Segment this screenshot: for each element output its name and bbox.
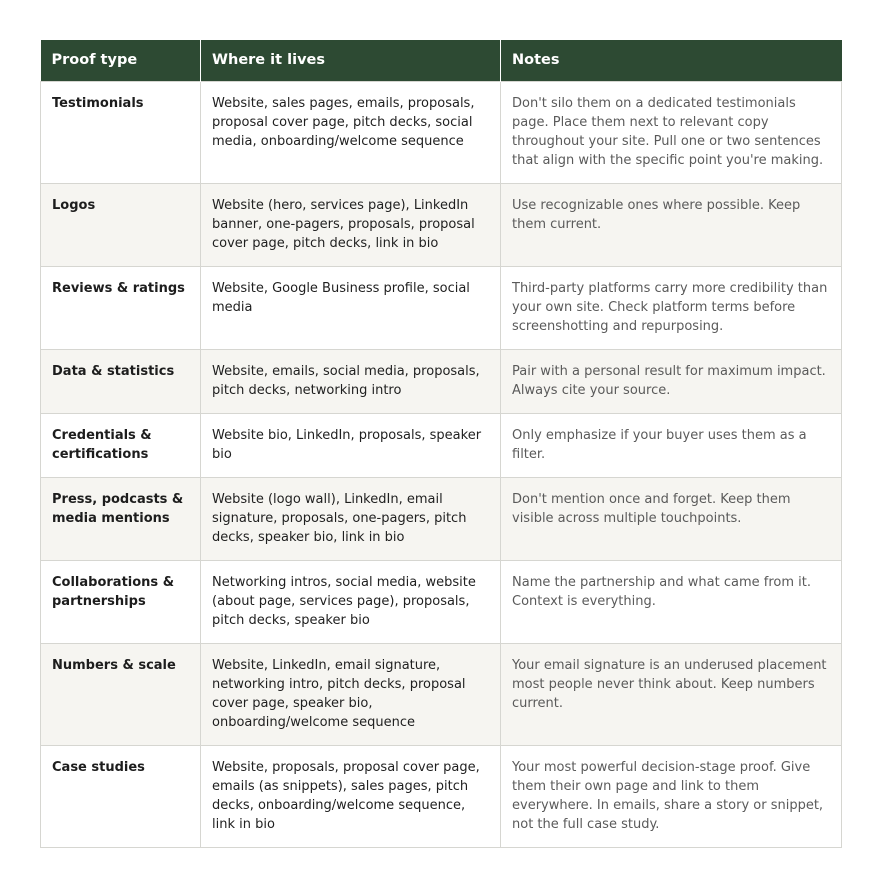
where-it-lives-cell: Website, sales pages, emails, proposals, proposal cover page, pitch decks, social media, onboarding/welcome sequence [201,81,501,183]
table-row [41,477,842,560]
proof-type-cell: Reviews & ratings [41,266,201,349]
proof-type-cell: Numbers & scale [41,643,201,745]
notes-cell: Name the partnership and what came from it. Context is everything. [501,560,842,643]
header-notes: Notes [501,40,842,81]
proof-type-cell: Logos [41,183,201,266]
table-row [41,266,842,349]
proof-type-cell: Testimonials [41,81,201,183]
notes-cell: Your most powerful decision-stage proof. Give them their own page and link to them everywhere. In emails, share a story or snippet, not the full case study. [501,745,842,847]
table-row [41,560,842,643]
where-it-lives-cell: Website, LinkedIn, email signature, networking intro, pitch decks, proposal cover page, speaker bio, onboarding/welcome sequence [201,643,501,745]
proof-type-cell: Data & statistics [41,349,201,413]
where-it-lives-cell: Website (logo wall), LinkedIn, email signature, proposals, one-pagers, pitch decks, speaker bio, link in bio [201,477,501,560]
notes-cell: Don't mention once and forget. Keep them visible across multiple touchpoints. [501,477,842,560]
proof-table-container [40,40,841,848]
proof-type-cell: Credentials & certifications [41,413,201,477]
table-row [41,413,842,477]
notes-cell: Third-party platforms carry more credibility than your own site. Check platform terms before screenshotting and repurposing. [501,266,842,349]
where-it-lives-cell: Website, proposals, proposal cover page, emails (as snippets), sales pages, pitch decks, onboarding/welcome sequence, link in bio [201,745,501,847]
table-row [41,183,842,266]
proof-type-cell: Press, podcasts & media mentions [41,477,201,560]
table-header-row [41,40,842,81]
where-it-lives-cell: Networking intros, social media, website (about page, services page), proposals, pitch decks, speaker bio [201,560,501,643]
header-where-it-lives: Where it lives [201,40,501,81]
where-it-lives-cell: Website (hero, services page), LinkedIn banner, one-pagers, proposals, proposal cover page, pitch decks, link in bio [201,183,501,266]
table-row [41,745,842,847]
where-it-lives-cell: Website, Google Business profile, social media [201,266,501,349]
notes-cell: Don't silo them on a dedicated testimonials page. Place them next to relevant copy throughout your site. Pull one or two sentences that align with the specific point you're making. [501,81,842,183]
table-row [41,643,842,745]
proof-type-cell: Collaborations & partnerships [41,560,201,643]
table-row [41,349,842,413]
header-proof-type: Proof type [41,40,201,81]
where-it-lives-cell: Website bio, LinkedIn, proposals, speaker bio [201,413,501,477]
table-row [41,81,842,183]
where-it-lives-cell: Website, emails, social media, proposals, pitch decks, networking intro [201,349,501,413]
notes-cell: Pair with a personal result for maximum impact. Always cite your source. [501,349,842,413]
notes-cell: Use recognizable ones where possible. Keep them current. [501,183,842,266]
proof-type-cell: Case studies [41,745,201,847]
notes-cell: Only emphasize if your buyer uses them as a filter. [501,413,842,477]
notes-cell: Your email signature is an underused placement most people never think about. Keep numbers current. [501,643,842,745]
proof-table [40,40,842,848]
